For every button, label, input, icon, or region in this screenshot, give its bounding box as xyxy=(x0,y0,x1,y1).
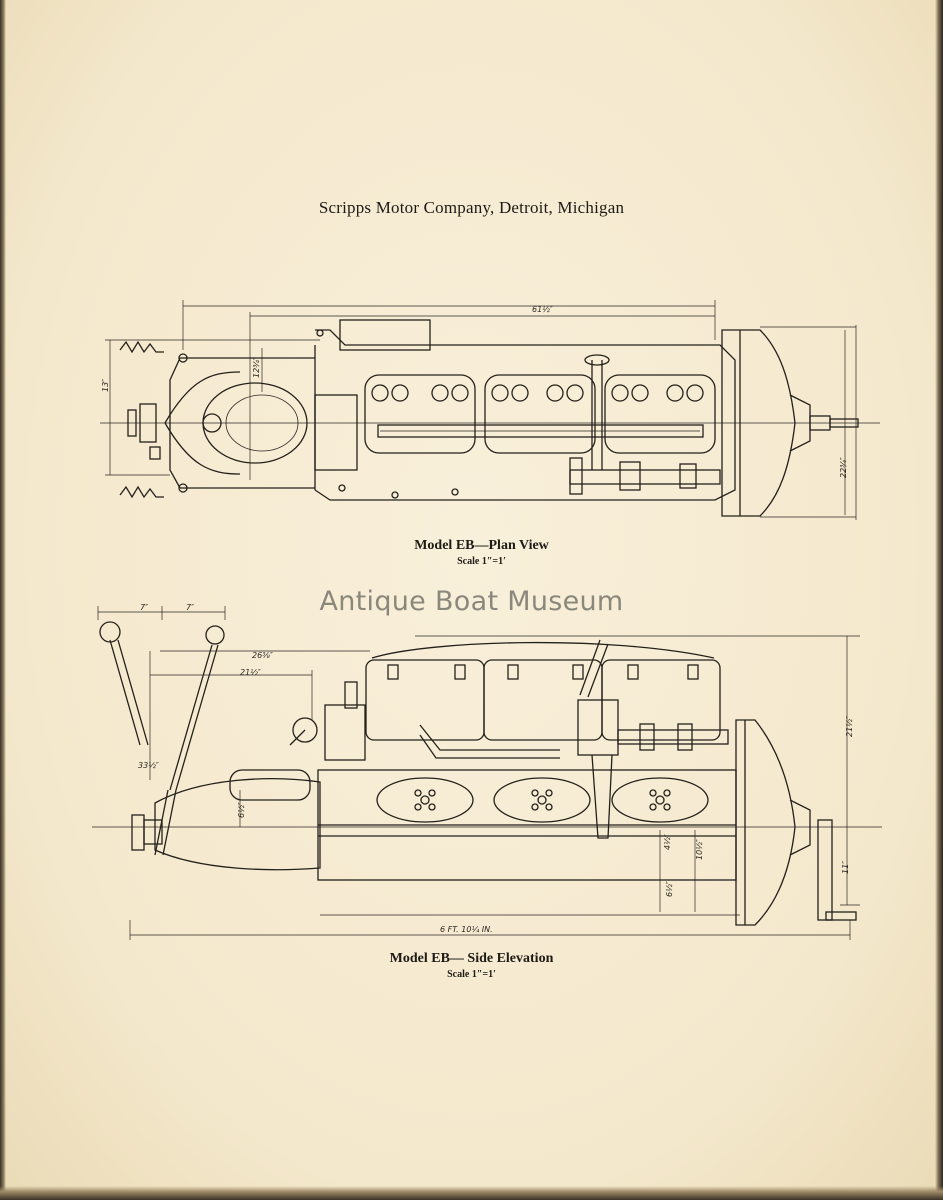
dim-flywheel-height: 11″ xyxy=(841,860,850,874)
dim-overall-length-side: 6 FT. 10¼ IN. xyxy=(440,925,493,934)
plan-view-scale: Scale 1″=1′ xyxy=(457,556,506,567)
plan-view-drawing xyxy=(100,300,880,520)
dim-lever-throw-right: 7″ xyxy=(186,603,195,612)
dim-left-width: 13″ xyxy=(101,378,110,392)
plan-view-caption xyxy=(0,538,943,567)
dim-base-height: 6½″ xyxy=(237,802,246,818)
dim-overall-length: 61½″ xyxy=(532,305,553,314)
museum-watermark: Antique Boat Museum xyxy=(319,586,624,617)
side-elevation-drawing xyxy=(92,606,882,940)
side-dimension-labels xyxy=(138,603,854,934)
dim-height-c: 6½″ xyxy=(665,881,674,897)
side-elevation-caption xyxy=(0,951,943,980)
dim-lever-height: 33½″ xyxy=(138,761,159,770)
dim-lever-throw-left: 7″ xyxy=(140,603,149,612)
page-heading: Scripps Motor Company, Detroit, Michigan xyxy=(318,198,625,217)
plan-view-title: Model EB—Plan View xyxy=(414,538,549,553)
dim-height-b: 10½″ xyxy=(695,839,704,860)
dim-b: 21½″ xyxy=(240,668,261,677)
side-elevation-title: Model EB— Side Elevation xyxy=(389,951,554,966)
side-elevation-scale: Scale 1″=1′ xyxy=(447,969,496,980)
dim-inner-width: 12¾″ xyxy=(252,357,261,378)
dim-a: 26⅜″ xyxy=(252,651,273,660)
dim-height-a: 4½″ xyxy=(663,834,672,850)
dim-overall-height: 21½″ xyxy=(845,716,854,737)
dim-flywheel-diameter: 22¾″ xyxy=(839,457,848,478)
